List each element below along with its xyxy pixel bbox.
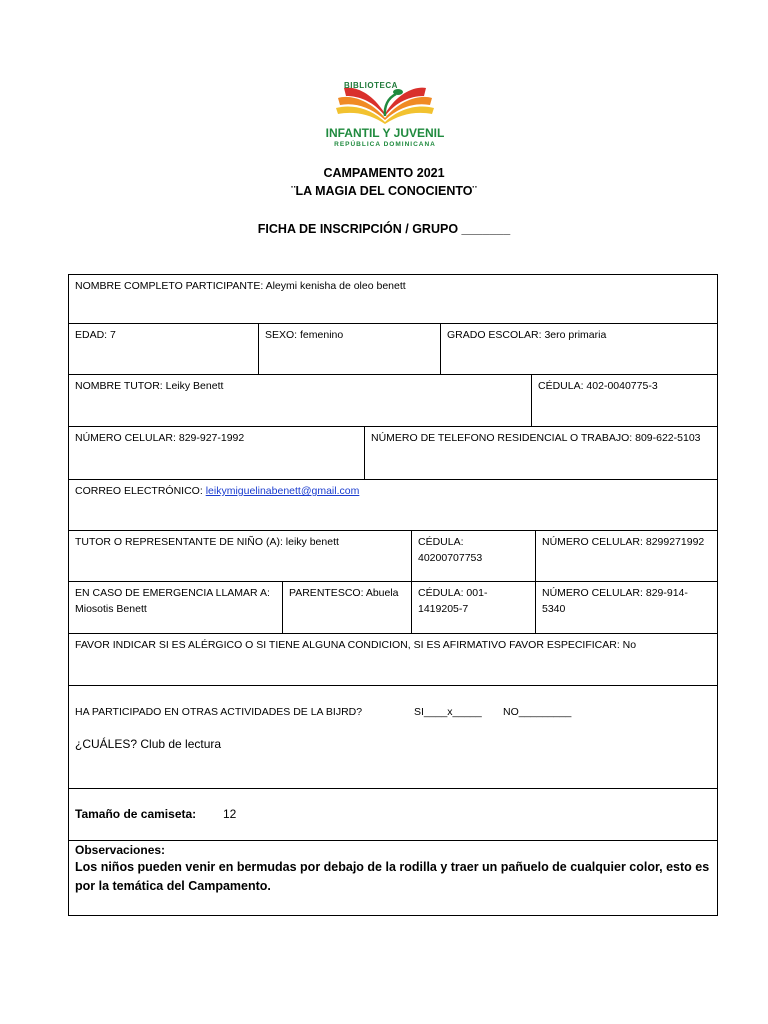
participant-field[interactable]: NOMBRE COMPLETO PARTICIPANTE: Aleymi kenisha de oleo benett <box>75 280 406 292</box>
tutor-name-field[interactable]: NOMBRE TUTOR: Leiky Benett <box>69 375 532 426</box>
representative-phone-field[interactable]: NÚMERO CELULAR: 8299271992 <box>542 536 705 548</box>
emergency-id-line2: 1419205-7 <box>418 603 469 615</box>
emergency-id-line1: CÉDULA: 001- <box>418 587 488 599</box>
cell-phone-field[interactable]: NÚMERO CELULAR: 829-927-1992 <box>69 427 365 479</box>
emergency-contact-field[interactable] <box>69 582 283 633</box>
email-field[interactable] <box>69 480 717 530</box>
shirt-size-field[interactable] <box>69 789 717 840</box>
sex-field[interactable]: SEXO: femenino <box>259 324 441 374</box>
form-row-allergy <box>69 634 717 686</box>
email-label: CORREO ELECTRÓNICO: <box>75 485 206 497</box>
shirt-size-label: Tamaño de camiseta: <box>75 807 197 821</box>
emergency-phone-line1: NÚMERO CELULAR: 829-914- <box>542 587 688 599</box>
participation-yes[interactable]: SI____x_____ <box>414 706 482 718</box>
library-logo <box>320 78 450 150</box>
registration-form <box>68 274 718 916</box>
form-row-email <box>69 480 717 531</box>
email-link[interactable]: leikymiguelinabenett@gmail.com <box>205 485 360 497</box>
home-phone-field[interactable]: NÚMERO DE TELEFONO RESIDENCIAL O TRABAJO: 809-622-5103 <box>371 432 701 444</box>
logo-sub-text: REPÚBLICA DOMINICANA <box>334 141 436 148</box>
form-row-representative <box>69 531 717 582</box>
participation-no[interactable]: NO_________ <box>503 706 572 718</box>
representative-name-field[interactable]: TUTOR O REPRESENTANTE DE NIÑO (A): leiky benett <box>69 531 412 581</box>
emergency-phone-line2: 5340 <box>542 603 566 615</box>
logo-main-text: INFANTIL Y JUVENIL <box>325 126 445 140</box>
form-row-phones <box>69 427 717 480</box>
form-row-participant <box>69 275 717 324</box>
form-row-age <box>69 324 717 375</box>
form-row-observations <box>69 841 717 915</box>
logo-top-text: BIBLIOTECA <box>344 81 398 90</box>
age-field[interactable]: EDAD: 7 <box>69 324 259 374</box>
form-row-tutor <box>69 375 717 427</box>
participation-question: HA PARTICIPADO EN OTRAS ACTIVIDADES DE LA BIJRD? <box>75 706 363 718</box>
emergency-id-field[interactable] <box>412 582 536 633</box>
page-subtitle: ¨LA MAGIA DEL CONOCIENTO¨ <box>291 184 477 198</box>
representative-id-field[interactable] <box>412 531 536 581</box>
form-row-emergency <box>69 582 717 634</box>
observations-label: Observaciones: <box>75 843 166 857</box>
emergency-label: EN CASO DE EMERGENCIA LLAMAR A: <box>75 587 270 599</box>
page-title: CAMPAMENTO 2021 <box>323 166 445 180</box>
emergency-phone-field[interactable] <box>536 582 717 633</box>
form-title: FICHA DE INSCRIPCIÓN / GRUPO _______ <box>257 222 511 236</box>
grade-field[interactable]: GRADO ESCOLAR: 3ero primaria <box>447 329 607 341</box>
representative-id-label: CÉDULA: <box>418 536 464 548</box>
form-row-participation <box>69 686 717 789</box>
form-row-shirt <box>69 789 717 841</box>
relationship-field[interactable]: PARENTESCO: Abuela <box>283 582 412 633</box>
allergy-field[interactable]: FAVOR INDICAR SI ES ALÉRGICO O SI TIENE ALGUNA CONDICION, SI ES AFIRMATIVO FAVOR ESPECIFICAR: No <box>75 639 637 651</box>
shirt-size-value: 12 <box>223 807 237 821</box>
emergency-name: Miosotis Benett <box>75 603 147 615</box>
observations-text: Los niños pueden venir en bermudas por debajo de la rodilla y traer un pañuelo de cualquier color, esto es por la temática del Campamento. <box>75 860 710 893</box>
tutor-id-field[interactable]: CÉDULA: 402-0040775-3 <box>538 380 658 392</box>
which-activities: ¿CUÁLES? Club de lectura <box>75 737 222 751</box>
participation-field[interactable] <box>69 686 717 788</box>
observations-field <box>69 841 717 915</box>
representative-id-value: 40200707753 <box>418 552 483 564</box>
